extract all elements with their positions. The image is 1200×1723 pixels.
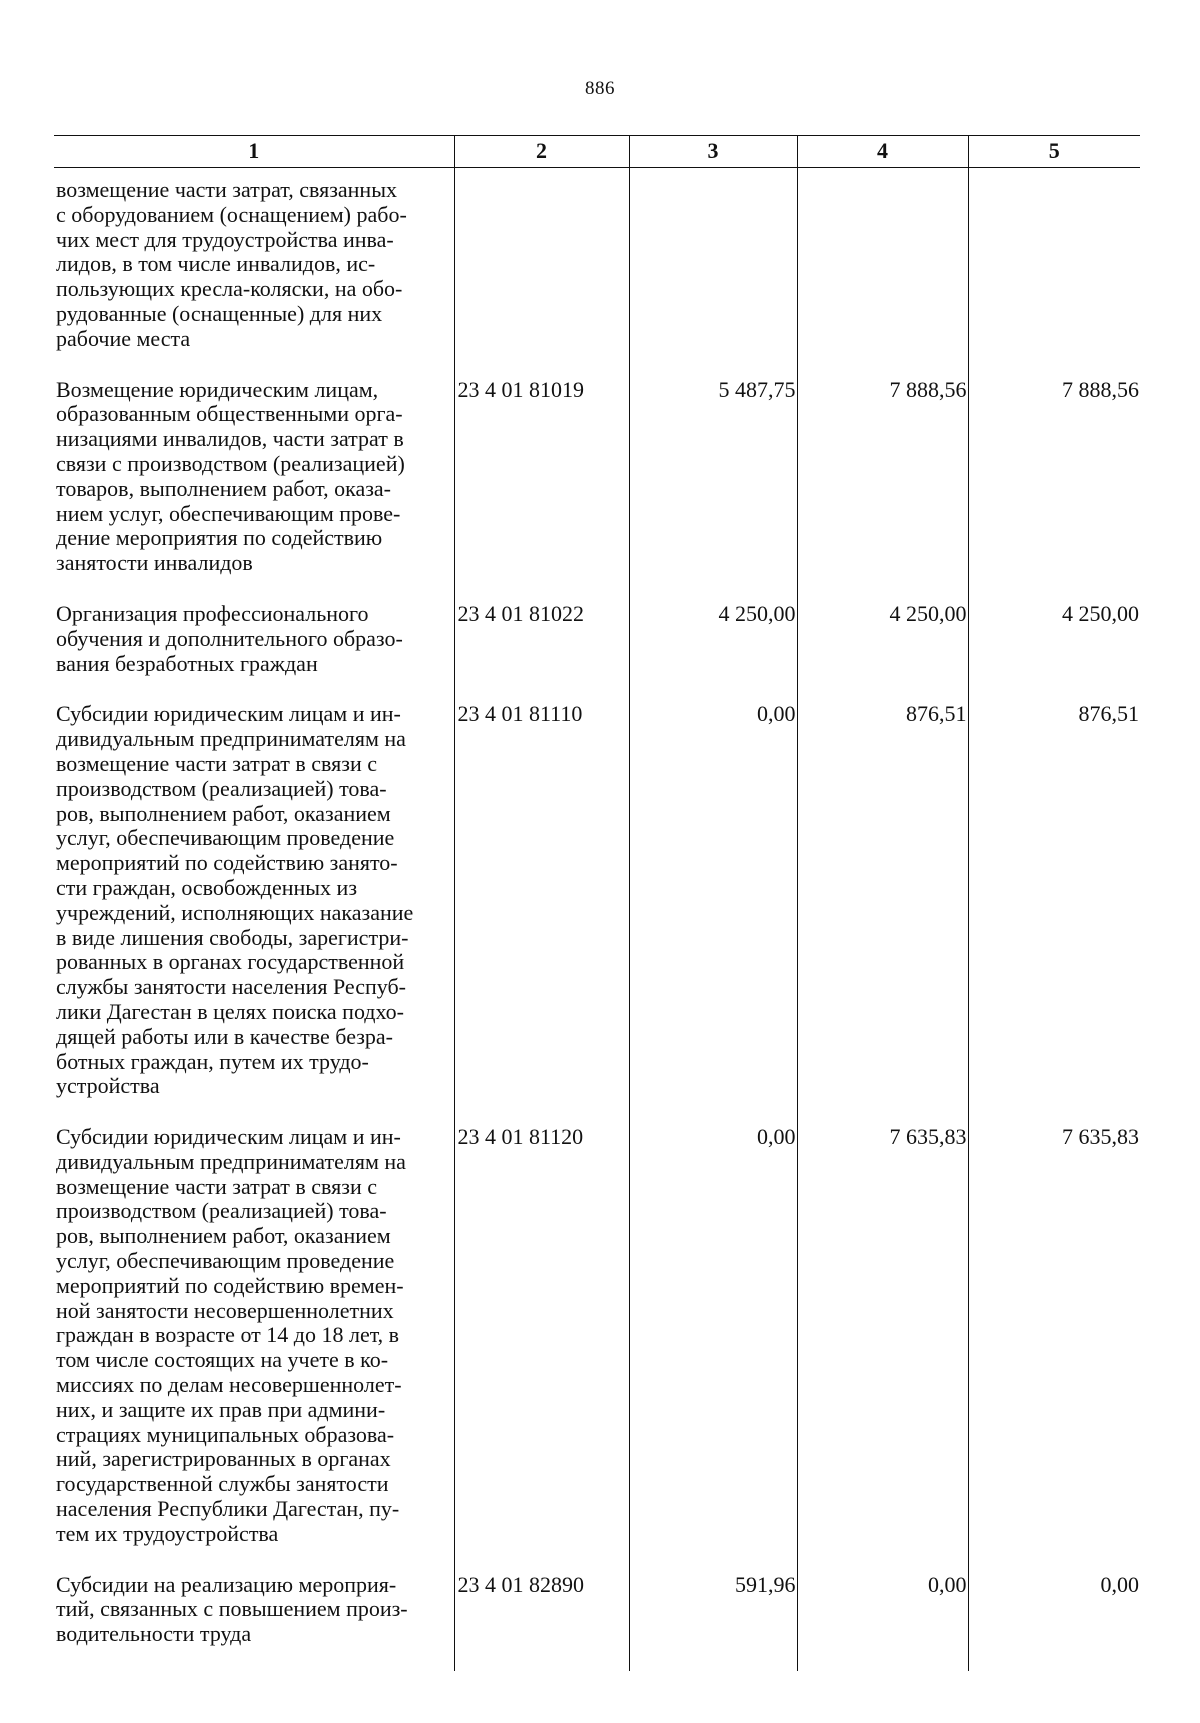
row-code: 23 4 01 81022 [454, 600, 629, 700]
budget-table [54, 135, 1140, 1671]
row-value-col4: 7 635,83 [797, 1123, 968, 1571]
row-value-col5: 7 888,56 [968, 376, 1140, 600]
row-value-col3: 4 250,00 [629, 600, 797, 700]
row-description [54, 700, 454, 1123]
table-row [54, 1571, 1140, 1671]
row-description-text: возмещение части затрат, связанных с оборудованием (оснащением) рабо- чих мест для трудоустройства инва- лидов, в том числе инвалидов, ис- пользующих кресла-коляски, на обо- рудованные (оснащенные) для них рабочие места [56, 177, 407, 351]
row-code: 23 4 01 81019 [454, 376, 629, 600]
row-description-text: Организация профессионального обучения и дополнительного образо- вания безработных граждан [56, 600, 403, 676]
table-row [54, 168, 1140, 376]
row-description [54, 376, 454, 600]
row-value-col3: 0,00 [629, 1123, 797, 1571]
row-description-text: Субсидии юридическим лицам и ин- дивидуальным предпринимателям на возмещение части затрат в связи с производством (реализацией) това- ров, выполнением работ, оказанием услуг, обеспечивающим проведение мероприятий по содействию занято- сти граждан, освобожденных из учреждений, исполняющих наказание в виде лишения свободы, зарегистри- рованных в органах государственной службы занятости населения Респуб- лики Дагестан в целях поиска подхо- дящей работы или в качестве безра- ботных граждан, путем их трудо- устройства [56, 701, 414, 1099]
row-value-col3: 591,96 [629, 1571, 797, 1671]
row-value-col5: 876,51 [968, 700, 1140, 1123]
table-row [54, 376, 1140, 600]
column-header-4: 4 [797, 136, 968, 168]
row-description [54, 1571, 454, 1671]
page-number: 886 [585, 78, 615, 99]
row-value-col4: 0,00 [797, 1571, 968, 1671]
row-value-col5 [968, 168, 1140, 376]
table-row [54, 700, 1140, 1123]
row-value-col3: 5 487,75 [629, 376, 797, 600]
row-description-text: Субсидии на реализацию мероприя- тий, связанных с повышением произ- водительности труда [56, 1571, 408, 1647]
column-header-3: 3 [629, 136, 797, 168]
row-code: 23 4 01 82890 [454, 1571, 629, 1671]
row-description-text: Возмещение юридическим лицам, образованным общественными орга- низациями инвалидов, части затрат в связи с производством (реализацией) товаров, выполнением работ, оказа- нием услуг, обеспечивающим прове- дение мероприятия по содействию занятости инвалидов [56, 376, 405, 576]
row-value-col5: 7 635,83 [968, 1123, 1140, 1571]
row-value-col3: 0,00 [629, 700, 797, 1123]
column-header-2: 2 [454, 136, 629, 168]
row-value-col4: 4 250,00 [797, 600, 968, 700]
row-code: 23 4 01 81110 [454, 700, 629, 1123]
row-value-col4: 876,51 [797, 700, 968, 1123]
table-row [54, 1123, 1140, 1571]
row-description-text: Субсидии юридическим лицам и ин- дивидуальным предпринимателям на возмещение части затрат в связи с производством (реализацией) това- ров, выполнением работ, оказанием услуг, обеспечивающим проведение мероприятий по содействию времен- ной занятости несовершеннолетних граждан в возрасте от 14 до 18 лет, в том числе состоящих на учете в ко- миссиях по делам несовершеннолет- них, и защите их прав при админи- страциях муниципальных образова- ний, зарегистрированных в органах государственной службы занятости населения Республики Дагестан, пу- тем их трудоустройства [56, 1124, 406, 1546]
table-row [54, 600, 1140, 700]
row-value-col4: 7 888,56 [797, 376, 968, 600]
row-description [54, 168, 454, 376]
column-header-1: 1 [54, 136, 454, 168]
row-code [454, 168, 629, 376]
row-code: 23 4 01 81120 [454, 1123, 629, 1571]
row-value-col3 [629, 168, 797, 376]
table-header-row [54, 136, 1140, 168]
row-value-col5: 0,00 [968, 1571, 1140, 1671]
row-description [54, 600, 454, 700]
row-description [54, 1123, 454, 1571]
column-header-5: 5 [968, 136, 1140, 168]
row-value-col5: 4 250,00 [968, 600, 1140, 700]
row-value-col4 [797, 168, 968, 376]
